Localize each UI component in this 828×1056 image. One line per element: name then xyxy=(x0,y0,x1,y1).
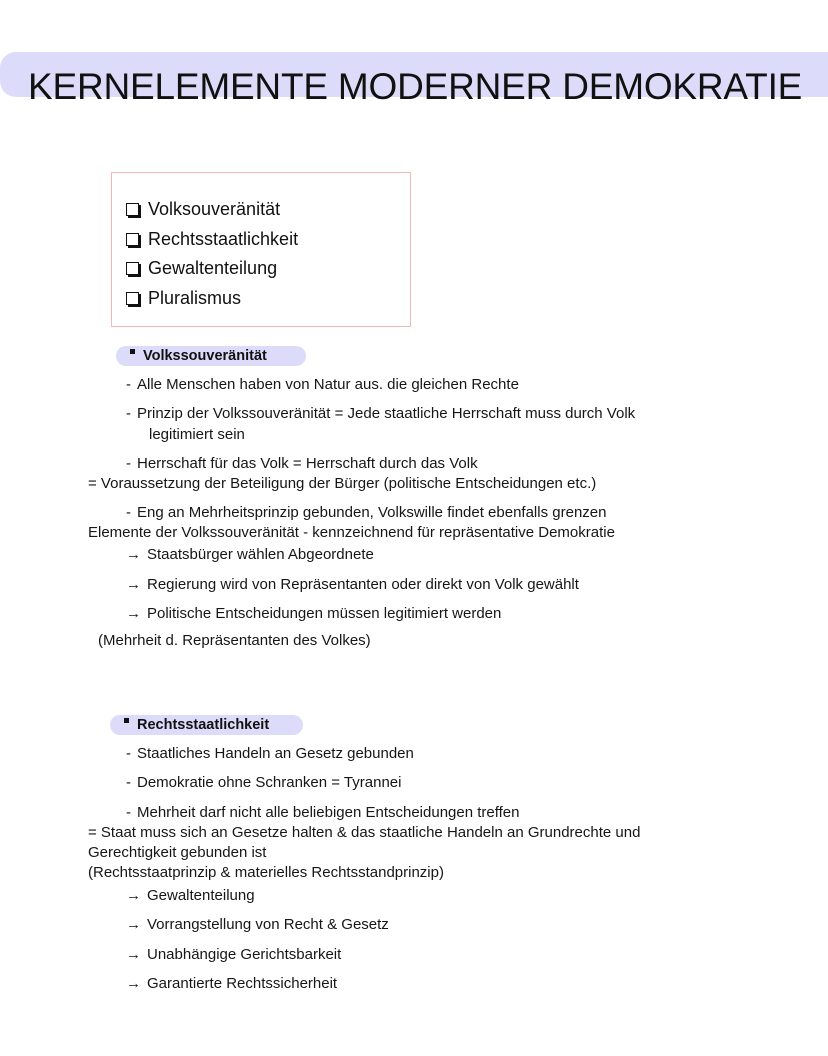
section-heading-label: Rechtsstaatlichkeit xyxy=(137,717,270,733)
overview-item-label: Rechtsstaatlichkeit xyxy=(148,228,299,249)
square-bullet-icon xyxy=(124,718,129,723)
conclusion-line: = Voraussetzung der Beteiligung der Bürger (politische Entscheidungen etc.) xyxy=(88,475,597,492)
arrow-right-icon: → xyxy=(126,546,141,563)
overview-item xyxy=(124,195,298,225)
arrow-item: → Gewaltenteilung xyxy=(126,887,255,904)
checkbox-icon xyxy=(126,203,139,216)
section-heading-label: Volkssouveränität xyxy=(143,348,267,364)
checkbox-icon xyxy=(126,292,139,305)
overview-item-label: Gewaltenteilung xyxy=(148,258,278,278)
overview-item-label: Volksouveränität xyxy=(148,199,281,219)
arrow-item: → Regierung wird von Repräsentanten oder direkt von Volk gewählt xyxy=(126,576,579,593)
list-item: - Staatliches Handeln an Gesetz gebunden xyxy=(126,745,414,762)
overview-item xyxy=(124,254,298,284)
arrow-right-icon: → xyxy=(126,975,141,992)
square-bullet-icon xyxy=(130,349,135,354)
arrow-item: → Politische Entscheidungen müssen legitimiert werden xyxy=(126,605,502,622)
overview-item xyxy=(124,284,298,314)
checkbox-icon xyxy=(126,233,139,246)
note-line: (Mehrheit d. Repräsentanten des Volkes) xyxy=(98,632,371,649)
dash-bullet: - xyxy=(126,376,131,393)
arrow-item: → Garantierte Rechtssicherheit xyxy=(126,975,338,992)
note-line: (Rechtsstaatprinzip & materielles Rechtsstandprinzip) xyxy=(88,864,444,881)
arrow-right-icon: → xyxy=(126,605,141,622)
dash-bullet: - xyxy=(126,455,131,472)
arrow-right-icon: → xyxy=(126,576,141,593)
section-heading-rechtsstaatlichkeit xyxy=(110,715,303,735)
list-item: - Demokratie ohne Schranken = Tyrannei xyxy=(126,774,402,791)
arrow-item: → Vorrangstellung von Recht & Gesetz xyxy=(126,916,389,933)
list-item-continuation: legitimiert sein xyxy=(149,426,245,443)
list-item: - Alle Menschen haben von Natur aus. die gleichen Rechte xyxy=(126,376,519,393)
list-item: - Mehrheit darf nicht alle beliebigen Entscheidungen treffen xyxy=(126,804,520,821)
arrow-right-icon: → xyxy=(126,916,141,933)
page-title: KERNELEMENTE MODERNER DEMOKRATIE xyxy=(28,66,803,107)
arrow-right-icon: → xyxy=(126,946,141,963)
dash-bullet: - xyxy=(126,745,131,762)
conclusion-line: = Staat muss sich an Gesetze halten & das staatliche Handeln an Grundrechte und xyxy=(88,824,641,841)
arrow-item: → Staatsbürger wählen Abgeordnete xyxy=(126,546,374,563)
list-item: - Herrschaft für das Volk = Herrschaft durch das Volk xyxy=(126,455,478,472)
checkbox-icon xyxy=(126,262,139,275)
dash-bullet: - xyxy=(126,774,131,791)
arrow-item: → Unabhängige Gerichtsbarkeit xyxy=(126,946,342,963)
overview-item xyxy=(124,225,298,255)
arrow-right-icon: → xyxy=(126,887,141,904)
dash-bullet: - xyxy=(126,504,131,521)
section-heading-volkssouveraenitaet xyxy=(116,346,306,366)
list-item: - Eng an Mehrheitsprinzip gebunden, Volkswille findet ebenfalls grenzen xyxy=(126,504,607,521)
overview-item-label: Pluralismus xyxy=(148,287,242,308)
dash-bullet: - xyxy=(126,804,131,821)
conclusion-line: Gerechtigkeit gebunden ist xyxy=(88,844,267,861)
overview-list xyxy=(124,195,298,313)
list-item: - Prinzip der Volkssouveränität = Jede staatliche Herrschaft muss durch Volk xyxy=(126,405,636,422)
conclusion-line: Elemente der Volkssouveränität - kennzeichnend für repräsentative Demokratie xyxy=(88,524,615,541)
dash-bullet: - xyxy=(126,405,131,422)
